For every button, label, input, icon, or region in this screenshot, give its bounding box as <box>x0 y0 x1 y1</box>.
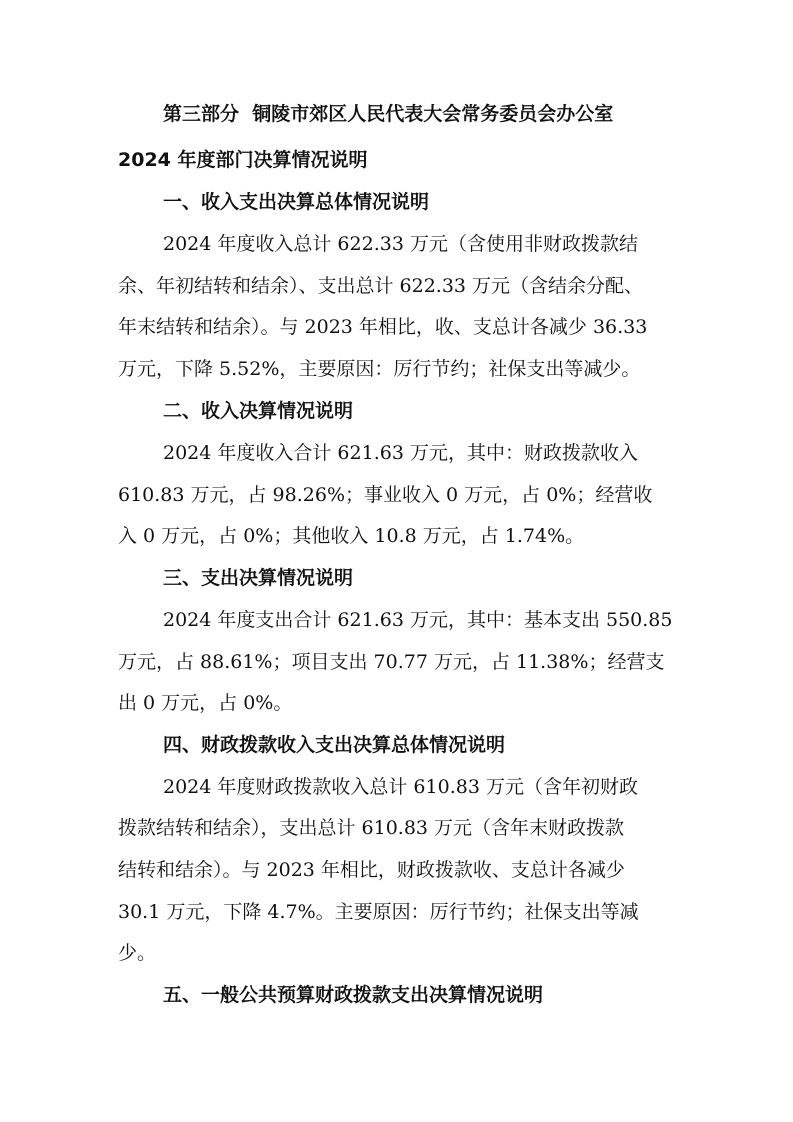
paragraph-line: 结转和结余）。与 2023 年相比，财政拨款收、支总计各减少 <box>118 859 625 881</box>
paragraph-line: 年末结转和结余）。与 2023 年相比，收、支总计各减少 36.33 <box>118 316 648 338</box>
paragraph-line: 万元，占 88.61%；项目支出 70.77 万元，占 11.38%；经营支 <box>118 651 665 673</box>
paragraph-line: 入 0 万元，占 0%；其他收入 10.8 万元，占 1.74%。 <box>118 525 585 547</box>
section-heading-2: 二、收入决算情况说明 <box>163 400 354 422</box>
section-heading-3: 三、支出决算情况说明 <box>163 567 354 589</box>
paragraph-line: 拨款结转和结余），支出总计 610.83 万元（含年末财政拨款 <box>118 817 625 839</box>
paragraph-line: 余、年初结转和结余）、支出总计 622.33 万元（含结余分配、 <box>118 275 644 297</box>
page-title-line2: 2024 年度部门决算情况说明 <box>118 149 368 171</box>
paragraph-line: 2024 年度支出合计 621.63 万元，其中：基本支出 550.85 <box>163 609 673 631</box>
paragraph-line: 少。 <box>118 942 157 964</box>
paragraph-line: 万元，下降 5.52%，主要原因：厉行节约；社保支出等减少。 <box>118 358 641 380</box>
paragraph-line: 出 0 万元，占 0%。 <box>118 692 293 714</box>
section-heading-5: 五、一般公共预算财政拨款支出决算情况说明 <box>163 984 544 1006</box>
paragraph-line: 30.1 万元，下降 4.7%。主要原因：厉行节约；社保支出等减 <box>118 901 639 923</box>
page-title-line1: 第三部分 铜陵市郊区人民代表大会常务委员会办公室 <box>163 103 614 125</box>
paragraph-line: 610.83 万元，占 98.26%；事业收入 0 万元，占 0%；经营收 <box>118 484 653 506</box>
section-heading-4: 四、财政拨款收入支出决算总体情况说明 <box>163 734 506 756</box>
paragraph-line: 2024 年度收入合计 621.63 万元，其中：财政拨款收入 <box>163 442 638 464</box>
paragraph-line: 2024 年度收入总计 622.33 万元（含使用非财政拨款结 <box>163 233 638 255</box>
section-heading-1: 一、收入支出决算总体情况说明 <box>163 191 430 213</box>
paragraph-line: 2024 年度财政拨款收入总计 610.83 万元（含年初财政 <box>163 776 638 798</box>
